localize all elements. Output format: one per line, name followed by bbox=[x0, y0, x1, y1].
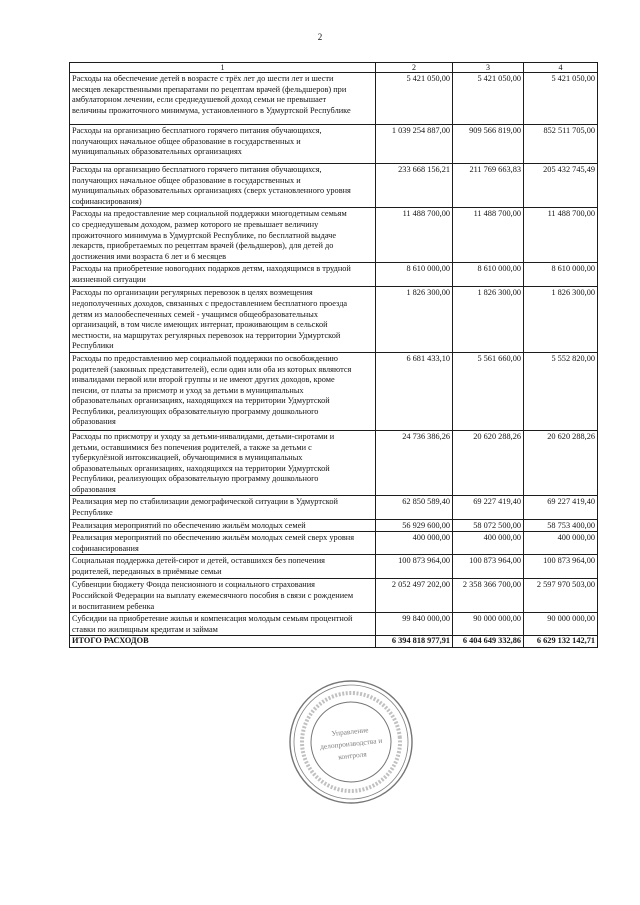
description-line: ставки по жилищным кредитам и займам bbox=[72, 624, 218, 634]
expense-description bbox=[70, 287, 376, 353]
description-line: Республики bbox=[72, 341, 114, 351]
amount-column-4: 400 000,00 bbox=[524, 532, 598, 555]
expense-description bbox=[70, 613, 376, 636]
amount-column-2: 11 488 700,00 bbox=[376, 208, 453, 263]
description-line: Республике bbox=[72, 508, 113, 518]
table-row bbox=[70, 555, 598, 579]
table-row bbox=[70, 287, 598, 353]
description-line: Субвенции бюджету Фонда пенсионного и социального страхования bbox=[72, 580, 315, 590]
description-line: Реализация мероприятий по обеспечению жильём молодых семей сверх уровня bbox=[72, 533, 355, 543]
table-row bbox=[70, 532, 598, 555]
expense-description bbox=[70, 125, 376, 164]
expense-description bbox=[70, 579, 376, 613]
amount-column-4: 8 610 000,00 bbox=[524, 263, 598, 287]
amount-column-2: 5 421 050,00 bbox=[376, 73, 453, 125]
expense-description bbox=[70, 532, 376, 555]
description-line: Расходы на приобретение новогодних подарков детям, находящимся в трудной bbox=[72, 264, 351, 274]
description-line: прожиточного минимума в Удмуртской Республике, по бесплатной выдаче bbox=[72, 230, 337, 240]
table-row bbox=[70, 519, 598, 532]
description-line: детям из малообеспеченных семей - учащимся общеобразовательных bbox=[72, 309, 318, 319]
amount-column-3: 8 610 000,00 bbox=[453, 263, 524, 287]
expense-description bbox=[70, 352, 376, 430]
description-line: лекарств, приобретаемых по рецептам врачей (фельдшеров), для детей до bbox=[72, 241, 334, 251]
description-line: со среднедушевым доходом, размер которого не превышает величину bbox=[72, 219, 319, 229]
description-line: Социальная поддержка детей-сирот и детей, оставшихся без попечения bbox=[72, 556, 325, 566]
amount-column-3: 211 769 663,83 bbox=[453, 164, 524, 208]
description-line: Расходы на обеспечение детей в возрасте с трёх лет до шести лет и шести bbox=[72, 74, 334, 83]
description-line: Российской Федерации на выплату ежемесячного пособия в связи с рождением bbox=[72, 591, 354, 601]
table-row bbox=[70, 125, 598, 164]
description-line: Расходы по присмотру и уходу за детьми-инвалидами, детьми-сиротами и bbox=[72, 431, 335, 441]
stamp-line-2: делопроизводства и bbox=[319, 735, 383, 752]
amount-column-4: 2 597 970 503,00 bbox=[524, 579, 598, 613]
table-row bbox=[70, 579, 598, 613]
description-line: образовательных организациях, находящихся на территории Удмуртской bbox=[72, 463, 330, 473]
description-line: местности, на маршрутах регулярных перевозок на территории Удмуртской bbox=[72, 330, 341, 340]
description-line: пенсии, от платы за присмотр и уход за детьми в муниципальных bbox=[72, 385, 304, 395]
amount-column-3: 1 826 300,00 bbox=[453, 287, 524, 353]
amount-column-4: 1 826 300,00 bbox=[524, 287, 598, 353]
amount-column-3: 400 000,00 bbox=[453, 532, 524, 555]
expense-description bbox=[70, 164, 376, 208]
description-line: софинансирования) bbox=[72, 196, 142, 206]
amount-column-4: 11 488 700,00 bbox=[524, 208, 598, 263]
expenses-table bbox=[69, 62, 598, 648]
expense-description bbox=[70, 263, 376, 287]
description-line: Республики, реализующих образовательную программу дошкольного bbox=[72, 406, 319, 416]
description-line: величины прожиточного минимума, установленного в Удмуртской Республике bbox=[72, 105, 351, 115]
amount-column-4: 69 227 419,40 bbox=[524, 496, 598, 519]
description-line: и воспитанием ребенка bbox=[72, 601, 155, 611]
amount-column-3: 5 561 660,00 bbox=[453, 352, 524, 430]
amount-column-3: 58 072 500,00 bbox=[453, 519, 524, 532]
table-row bbox=[70, 352, 598, 430]
amount-column-4: 5 421 050,00 bbox=[524, 73, 598, 125]
expense-description bbox=[70, 496, 376, 519]
amount-column-3: 20 620 288,26 bbox=[453, 430, 524, 496]
stamp-line-1: Управление bbox=[330, 725, 369, 738]
description-line: Субсидии на приобретение жилья и компенсация молодым семьям процентной bbox=[72, 614, 353, 624]
amount-column-4: 58 753 400,00 bbox=[524, 519, 598, 532]
column-number-2: 2 bbox=[376, 63, 453, 73]
table-row bbox=[70, 208, 598, 263]
description-line: недополученных доходов, связанных с предоставлением бесплатного проезда bbox=[72, 298, 348, 308]
description-line: родителей (законных представителей), если один или оба из которых являются bbox=[72, 364, 352, 374]
table-body bbox=[70, 63, 598, 636]
description-line: детьми, оставшимися без попечения родителей, а также за детьми с bbox=[72, 442, 312, 452]
description-line: инвалидами первой или второй группы и не имеют других доходов, кроме bbox=[72, 375, 335, 385]
description-line: туберкулёзной интоксикацией, обучающимися в муниципальных bbox=[72, 453, 303, 463]
expense-description bbox=[70, 519, 376, 532]
description-line: получающих начальное общее образование в государственных и bbox=[72, 136, 301, 146]
description-line: образовательных организациях, находящихся на территории Удмуртской bbox=[72, 396, 330, 406]
total-amount-1: 6 394 818 977,91 bbox=[376, 636, 453, 648]
amount-column-2: 100 873 964,00 bbox=[376, 555, 453, 579]
description-line: Расходы по организации регулярных перевозок в целях возмещения bbox=[72, 288, 313, 298]
amount-column-3: 90 000 000,00 bbox=[453, 613, 524, 636]
total-row bbox=[70, 636, 598, 648]
amount-column-3: 11 488 700,00 bbox=[453, 208, 524, 263]
description-line: родителей, переданных в приёмные семьи bbox=[72, 567, 222, 577]
stamp-line-3: контроля bbox=[337, 749, 368, 762]
amount-column-4: 20 620 288,26 bbox=[524, 430, 598, 496]
amount-column-4: 5 552 820,00 bbox=[524, 352, 598, 430]
amount-column-4: 90 000 000,00 bbox=[524, 613, 598, 636]
amount-column-2: 6 681 433,10 bbox=[376, 352, 453, 430]
table-row bbox=[70, 496, 598, 519]
table-row bbox=[70, 430, 598, 496]
description-line: Расходы на предоставление мер социальной поддержки многодетным семьям bbox=[72, 209, 347, 219]
description-line: муниципальных образовательных организациях bbox=[72, 147, 242, 157]
description-line: Реализация мероприятий по обеспечению жильём молодых семей bbox=[72, 520, 306, 530]
amount-column-2: 24 736 386,26 bbox=[376, 430, 453, 496]
amount-column-2: 1 826 300,00 bbox=[376, 287, 453, 353]
total-label: ИТОГО РАСХОДОВ bbox=[70, 636, 376, 648]
description-line: Расходы на организацию бесплатного горячего питания обучающихся, bbox=[72, 126, 322, 135]
table-row bbox=[70, 73, 598, 125]
amount-column-3: 5 421 050,00 bbox=[453, 73, 524, 125]
total-amount-3: 6 629 132 142,71 bbox=[524, 636, 598, 648]
amount-column-3: 909 566 819,00 bbox=[453, 125, 524, 164]
amount-column-4: 100 873 964,00 bbox=[524, 555, 598, 579]
amount-column-3: 2 358 366 700,00 bbox=[453, 579, 524, 613]
page-number: 2 bbox=[317, 32, 323, 42]
table-row bbox=[70, 263, 598, 287]
description-line: Республики, реализующих образовательную программу дошкольного bbox=[72, 474, 319, 484]
description-line: Расходы на организацию бесплатного горячего питания обучающихся, bbox=[72, 165, 322, 174]
description-line: организаций, в том числе имеющих интернат, проживающим в сельской bbox=[72, 320, 328, 330]
description-line: получающих начальное общее образование в государственных и bbox=[72, 175, 301, 185]
description-line: амбулаторном лечении, если среднедушевой доход семьи не превышает bbox=[72, 95, 327, 105]
table-row bbox=[70, 613, 598, 636]
table-row bbox=[70, 164, 598, 208]
column-number-1: 1 bbox=[70, 63, 376, 73]
amount-column-2: 56 929 600,00 bbox=[376, 519, 453, 532]
official-stamp bbox=[285, 676, 417, 808]
amount-column-2: 400 000,00 bbox=[376, 532, 453, 555]
amount-column-3: 69 227 419,40 bbox=[453, 496, 524, 519]
description-line: Реализация мер по стабилизации демографической ситуации в Удмуртской bbox=[72, 497, 338, 507]
description-line: софинансирования bbox=[72, 543, 139, 553]
description-line: месяцев лекарственными препаратами по рецептам врачей (фельдшеров) при bbox=[72, 84, 347, 94]
amount-column-2: 8 610 000,00 bbox=[376, 263, 453, 287]
description-line: достижения ими возраста 6 лет и 6 месяцев bbox=[72, 251, 227, 261]
amount-column-3: 100 873 964,00 bbox=[453, 555, 524, 579]
amount-column-4: 852 511 705,00 bbox=[524, 125, 598, 164]
table-header-row bbox=[70, 63, 598, 73]
amount-column-2: 62 850 589,40 bbox=[376, 496, 453, 519]
column-number-3: 3 bbox=[453, 63, 524, 73]
description-line: муниципальных образовательных организациях (сверх установленного уровня bbox=[72, 186, 351, 196]
amount-column-2: 1 039 254 887,00 bbox=[376, 125, 453, 164]
description-line: Расходы по предоставлению мер социальной поддержки по освобождению bbox=[72, 353, 338, 363]
amount-column-2: 99 840 000,00 bbox=[376, 613, 453, 636]
amount-column-4: 205 432 745,49 bbox=[524, 164, 598, 208]
amount-column-2: 233 668 156,21 bbox=[376, 164, 453, 208]
description-line: образования bbox=[72, 484, 116, 494]
expense-description bbox=[70, 555, 376, 579]
description-line: образования bbox=[72, 417, 116, 427]
expense-description bbox=[70, 430, 376, 496]
expense-description bbox=[70, 73, 376, 125]
amount-column-2: 2 052 497 202,00 bbox=[376, 579, 453, 613]
total-amount-2: 6 404 649 332,86 bbox=[453, 636, 524, 648]
column-number-4: 4 bbox=[524, 63, 598, 73]
expense-description bbox=[70, 208, 376, 263]
description-line: жизненной ситуации bbox=[72, 274, 146, 284]
